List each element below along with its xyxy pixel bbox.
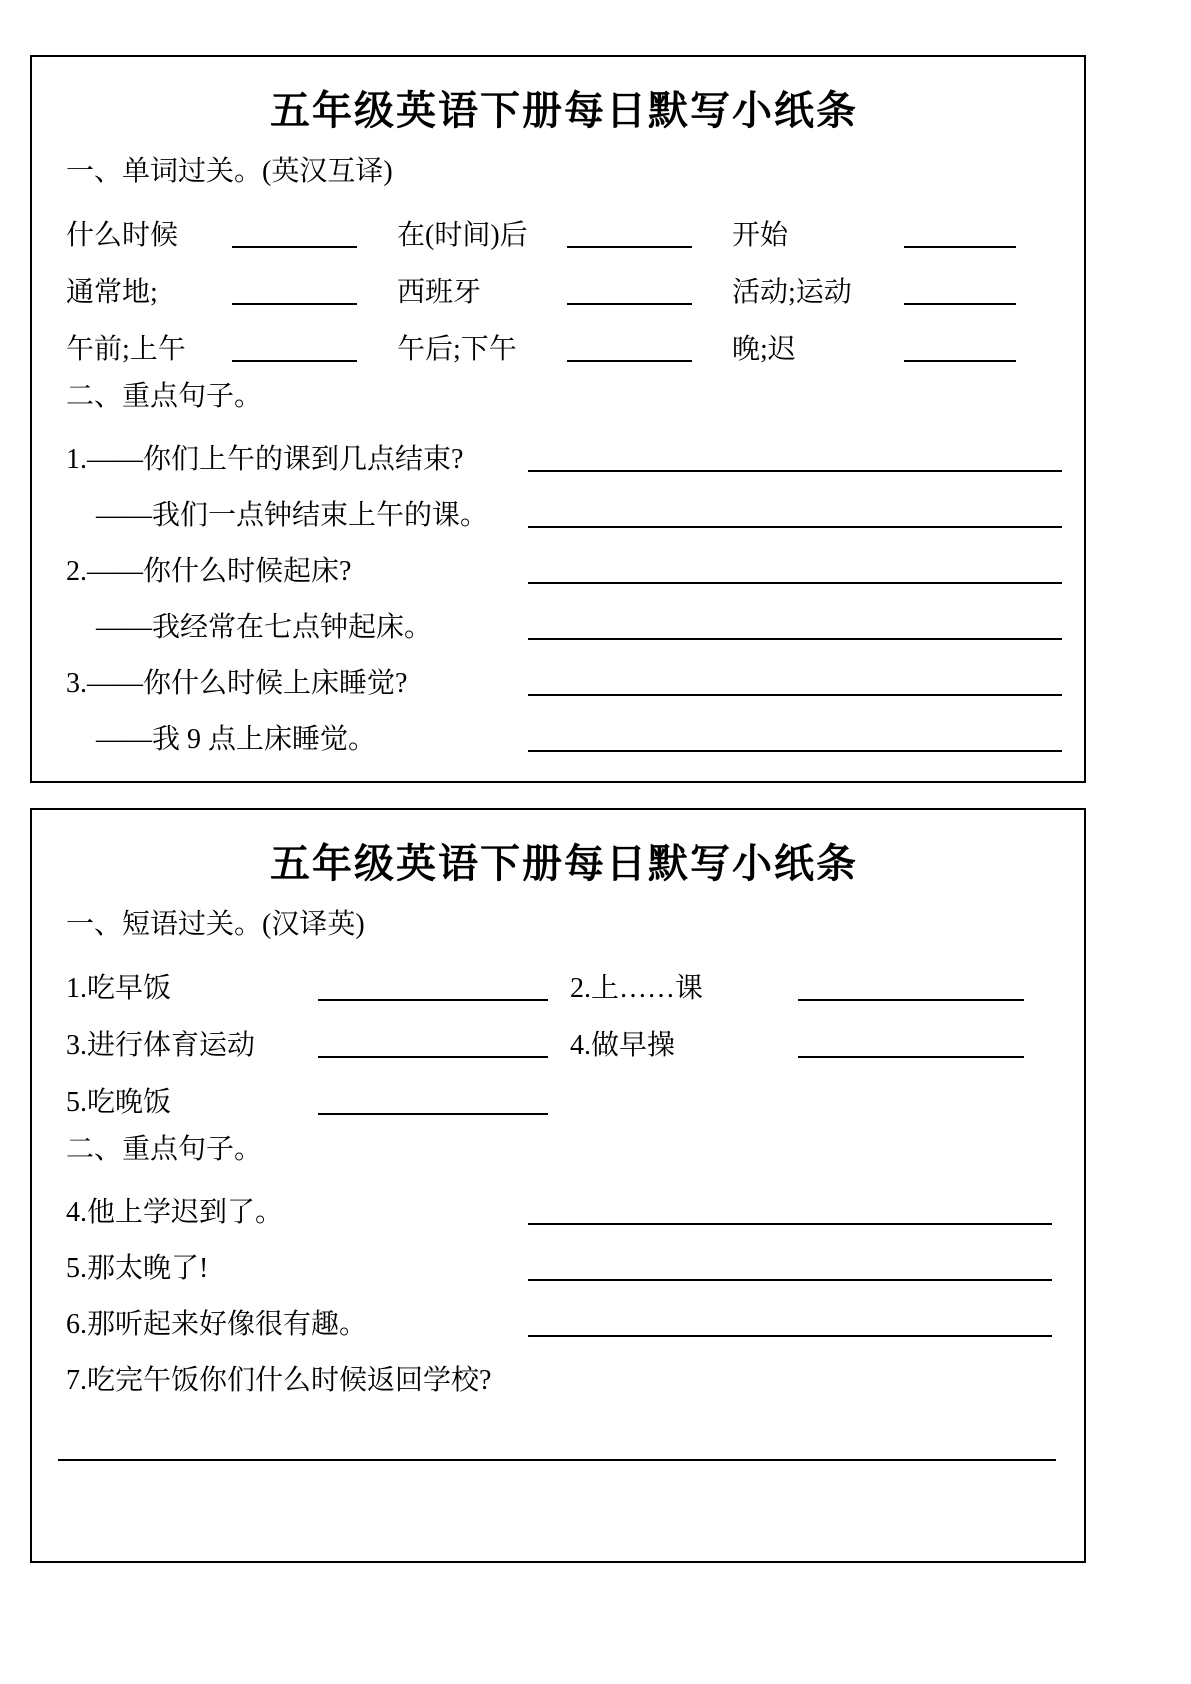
sentence-row	[66, 589, 1062, 645]
answer-blank	[528, 694, 1062, 696]
section-heading-words: 一、单词过关。(英汉互译)	[66, 156, 393, 187]
answer-blank	[528, 470, 1062, 472]
phrase-row	[66, 1006, 1062, 1063]
worksheet-card-top	[30, 55, 1086, 783]
sentence-row	[66, 1286, 1062, 1342]
answer-blank	[798, 1056, 1024, 1058]
sentence-row	[66, 1230, 1062, 1286]
answer-blank	[798, 999, 1024, 1001]
sentence-row	[66, 645, 1062, 701]
sentence-text: 5.那太晚了!	[66, 1253, 209, 1284]
sentence-text: 2.——你什么时候起床?	[66, 556, 352, 587]
phrase-label: 3.进行体育运动	[66, 1030, 256, 1061]
word-label: 通常地;	[66, 277, 158, 308]
section-heading-phrases: 一、短语过关。(汉译英)	[66, 909, 365, 940]
answer-blank	[904, 360, 1016, 362]
word-label: 活动;运动	[732, 277, 852, 308]
answer-blank	[567, 360, 692, 362]
answer-blank	[528, 638, 1062, 640]
sentence-text: ——我 9 点上床睡觉。	[96, 724, 377, 755]
answer-blank	[904, 303, 1016, 305]
sentence-text: ——我经常在七点钟起床。	[96, 612, 433, 643]
sentence-text: 3.——你什么时候上床睡觉?	[66, 668, 408, 699]
word-label: 晚;迟	[732, 334, 796, 365]
phrase-label: 1.吃早饭	[66, 973, 172, 1004]
word-row	[66, 253, 1062, 310]
answer-blank	[318, 1113, 548, 1115]
sentence-row	[66, 421, 1062, 477]
answer-blank	[528, 582, 1062, 584]
answer-blank	[318, 1056, 548, 1058]
sentence-text: 7.吃完午饭你们什么时候返回学校?	[66, 1365, 492, 1396]
page-title: 五年级英语下册每日默写小纸条	[270, 88, 858, 133]
word-row	[66, 196, 1062, 253]
sentence-text: 4.他上学迟到了。	[66, 1197, 284, 1228]
phrase-row	[66, 1063, 1062, 1120]
final-answer-row	[66, 1398, 1062, 1466]
sentence-row	[66, 1174, 1062, 1230]
section-heading-sentences: 二、重点句子。	[66, 1134, 263, 1165]
sentence-row	[66, 1342, 1062, 1398]
answer-blank	[904, 246, 1016, 248]
sentence-text: 6.那听起来好像很有趣。	[66, 1309, 368, 1340]
answer-blank	[232, 360, 357, 362]
word-label: 开始	[732, 220, 789, 251]
phrase-label: 5.吃晚饭	[66, 1087, 172, 1118]
worksheet-card-bottom	[30, 808, 1086, 1563]
word-label: 午后;下午	[397, 334, 517, 365]
answer-blank	[528, 750, 1062, 752]
answer-blank	[58, 1459, 1056, 1461]
phrase-label: 4.做早操	[570, 1030, 676, 1061]
answer-blank	[567, 303, 692, 305]
phrase-row	[66, 949, 1062, 1006]
sentence-row	[66, 477, 1062, 533]
word-label: 什么时候	[66, 220, 179, 251]
sentence-text: ——我们一点钟结束上午的课。	[96, 500, 489, 531]
sentence-text: 1.——你们上午的课到几点结束?	[66, 444, 464, 475]
answer-blank	[232, 303, 357, 305]
word-label: 西班牙	[397, 277, 482, 308]
page-title: 五年级英语下册每日默写小纸条	[270, 841, 858, 886]
phrase-label: 2.上……课	[570, 973, 704, 1004]
word-label: 午前;上午	[66, 334, 186, 365]
answer-blank	[528, 1335, 1052, 1337]
answer-blank	[528, 1223, 1052, 1225]
word-label: 在(时间)后	[397, 220, 528, 251]
sentence-row	[66, 533, 1062, 589]
sentence-row	[66, 701, 1062, 757]
answer-blank	[318, 999, 548, 1001]
word-row	[66, 310, 1062, 367]
answer-blank	[528, 1279, 1052, 1281]
answer-blank	[567, 246, 692, 248]
answer-blank	[528, 526, 1062, 528]
section-heading-sentences: 二、重点句子。	[66, 381, 263, 412]
answer-blank	[232, 246, 357, 248]
